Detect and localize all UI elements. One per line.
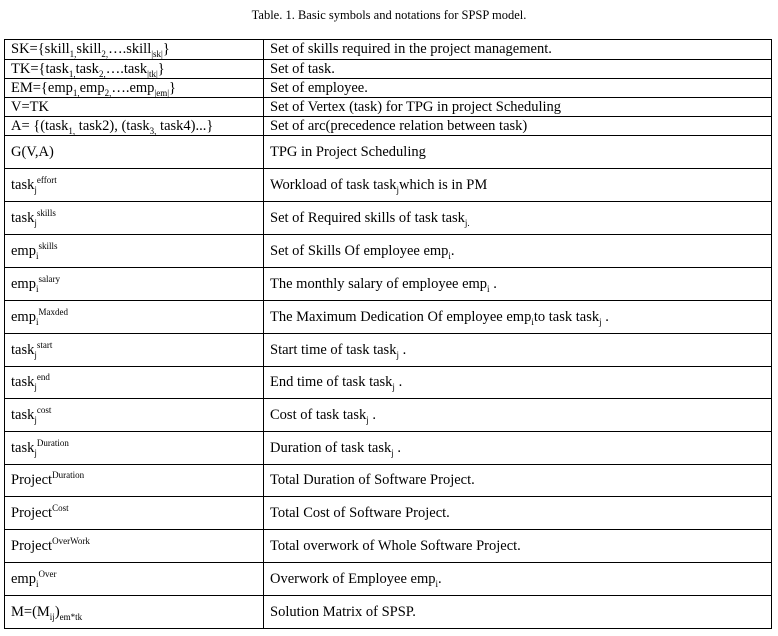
text-segment: 2, (98, 68, 106, 79)
description-cell (264, 40, 772, 60)
description-cell (264, 367, 772, 399)
table-row (5, 367, 772, 399)
symbol-cell (5, 169, 264, 202)
text-segment: i (35, 283, 39, 294)
description-cell (264, 136, 772, 169)
text-segment: task (75, 60, 99, 77)
text-segment: task (11, 406, 35, 423)
table-row (5, 136, 772, 169)
text-segment: task (11, 439, 35, 456)
text-segment: emp (11, 275, 36, 292)
text-segment: Cost of task task (270, 406, 367, 423)
table-row (5, 169, 772, 202)
text-segment: 1, (72, 87, 80, 98)
description-cell (264, 563, 772, 596)
table-row (5, 497, 772, 530)
table-row (5, 117, 772, 136)
table-caption: Table. 1. Basic symbols and notations for SPSP model. (251, 8, 527, 22)
text-segment: j (34, 414, 37, 425)
description-cell (264, 60, 772, 79)
text-segment: . (394, 374, 403, 390)
text-segment: j (391, 447, 394, 458)
description-cell (264, 334, 772, 367)
description-cell (264, 169, 772, 202)
table-row (5, 202, 772, 235)
text-segment: j (396, 184, 400, 195)
symbol-cell (5, 98, 264, 117)
table-row (5, 530, 772, 563)
text-segment: Over (38, 568, 57, 579)
table-row (5, 432, 772, 465)
symbol-cell (5, 367, 264, 399)
text-segment: j (34, 217, 37, 228)
text-segment: task (11, 374, 35, 390)
symbol-cell (5, 202, 264, 235)
text-segment: Project (11, 504, 53, 521)
text-segment: |em| (154, 87, 170, 98)
text-segment: j (599, 316, 602, 327)
symbol-cell (5, 40, 264, 60)
text-segment: G(V,A) (11, 143, 54, 160)
symbol-cell (5, 399, 264, 432)
description-cell (264, 596, 772, 629)
table-row (5, 563, 772, 596)
text-segment: OverWork (52, 535, 90, 546)
text-segment: . (601, 308, 609, 325)
table-row (5, 465, 772, 497)
table-row (5, 60, 772, 79)
text-segment: V=TK (11, 98, 49, 115)
text-segment: j (396, 349, 399, 360)
description-cell (264, 117, 772, 136)
text-segment: j (34, 381, 37, 392)
text-segment: 2, (104, 87, 112, 98)
text-segment: j (366, 414, 369, 425)
text-segment: j (34, 184, 37, 195)
symbol-cell (5, 530, 264, 563)
text-segment: 2, (101, 48, 109, 59)
table-row (5, 268, 772, 301)
text-segment: Duration (36, 437, 69, 448)
text-segment: End time of task task (270, 374, 393, 390)
text-segment: } (157, 60, 165, 77)
text-segment: Total Cost of Software Project. (270, 504, 450, 521)
text-segment: } (169, 79, 176, 96)
text-segment: Project (11, 537, 53, 554)
text-segment: i (35, 250, 39, 261)
symbol-cell (5, 60, 264, 79)
text-segment: end (36, 372, 50, 383)
text-segment: ….task (105, 60, 148, 77)
table-row (5, 596, 772, 629)
description-cell (264, 497, 772, 530)
symbols-table-body (5, 40, 772, 629)
text-segment: . (398, 341, 407, 358)
text-segment: 1, (69, 48, 77, 59)
description-cell (264, 268, 772, 301)
text-segment: task4)...} (156, 117, 214, 134)
text-segment: Set of Skills Of employee emp (270, 242, 449, 259)
text-segment: TPG in Project Scheduling (270, 143, 426, 160)
table-row (5, 98, 772, 117)
text-segment: task (11, 209, 35, 226)
text-segment: i (448, 250, 451, 261)
text-segment: Set of employee. (270, 79, 368, 96)
text-segment: emp (79, 79, 105, 96)
text-segment: em*tk (59, 611, 83, 622)
symbol-cell (5, 334, 264, 367)
text-segment: EM={emp (11, 79, 73, 96)
description-cell (264, 399, 772, 432)
text-segment: ij (49, 611, 55, 622)
text-segment: cost (36, 404, 52, 415)
text-segment: The Maximum Dedication Of employee emp (270, 308, 532, 325)
text-segment: Overwork of Employee emp (270, 570, 436, 587)
text-segment: Set of Required skills of task task (270, 209, 465, 226)
text-segment: . (393, 439, 401, 456)
text-segment: salary (38, 273, 60, 284)
symbol-cell (5, 563, 264, 596)
text-segment: Duration (52, 470, 85, 481)
description-cell (264, 235, 772, 268)
description-cell (264, 530, 772, 563)
text-segment: i (531, 316, 534, 327)
table-row (5, 334, 772, 367)
symbol-cell (5, 235, 264, 268)
text-segment: task2), (task (75, 117, 150, 134)
text-segment: j (34, 447, 37, 458)
text-segment: i (435, 578, 439, 589)
table-row (5, 399, 772, 432)
text-segment: Maxded (38, 306, 68, 317)
text-segment: Start time of task task (270, 341, 397, 358)
table-row (5, 301, 772, 334)
text-segment: emp (11, 308, 36, 325)
text-segment: . (438, 570, 442, 587)
text-segment: emp (11, 242, 36, 259)
text-segment: SK={skill (11, 41, 70, 57)
description-cell (264, 465, 772, 497)
text-segment: ….emp (111, 79, 155, 96)
description-cell (264, 98, 772, 117)
text-segment: . (489, 275, 497, 292)
text-segment: 1, (68, 68, 76, 79)
text-segment: j. (464, 217, 470, 228)
text-segment: Set of arc(precedence relation between task) (270, 117, 528, 134)
text-segment: 3, (149, 125, 157, 136)
symbol-cell (5, 301, 264, 334)
text-segment: skill (76, 41, 102, 57)
description-cell (264, 202, 772, 235)
symbols-table (4, 39, 772, 629)
symbol-cell (5, 497, 264, 530)
text-segment: emp (11, 570, 36, 587)
text-segment: Set of task. (270, 60, 335, 77)
symbol-cell (5, 268, 264, 301)
description-cell (264, 301, 772, 334)
text-segment: |tk| (147, 68, 158, 79)
text-segment: TK={task (11, 60, 69, 77)
text-segment: M=(M (11, 603, 50, 620)
table-row (5, 235, 772, 268)
text-segment: j (392, 381, 395, 392)
text-segment: ) (54, 603, 60, 620)
description-cell (264, 79, 772, 98)
symbol-cell (5, 117, 264, 136)
text-segment: Project (11, 472, 53, 488)
text-segment: j (34, 349, 37, 360)
symbol-cell (5, 79, 264, 98)
text-segment: } (162, 41, 170, 57)
symbol-cell (5, 432, 264, 465)
text-segment: skills (36, 207, 56, 218)
symbol-cell (5, 136, 264, 169)
text-segment: which is in PM (399, 176, 488, 193)
description-cell (264, 432, 772, 465)
text-segment: i (487, 283, 490, 294)
text-segment: Set of skills required in the project management. (270, 41, 552, 57)
text-segment: Set of Vertex (task) for TPG in project Scheduling (270, 98, 562, 115)
text-segment: i (35, 316, 39, 327)
text-segment: effort (36, 174, 57, 185)
text-segment: task (11, 176, 35, 193)
text-segment: A= {(task (11, 117, 69, 134)
symbol-cell (5, 596, 264, 629)
text-segment: skills (38, 240, 58, 251)
text-segment: . (450, 242, 455, 259)
text-segment: . (368, 406, 377, 423)
text-segment: Duration of task task (270, 439, 392, 456)
text-segment: ….skill (108, 41, 152, 57)
text-segment: Total overwork of Whole Software Project. (270, 537, 521, 554)
table-row (5, 40, 772, 60)
text-segment: 1, (68, 125, 76, 136)
symbol-cell (5, 465, 264, 497)
text-segment: Workload of task task (270, 176, 397, 193)
text-segment: Total Duration of Software Project. (270, 472, 475, 488)
text-segment: Solution Matrix of SPSP. (270, 603, 416, 620)
text-segment: Cost (52, 502, 69, 513)
text-segment: i (35, 578, 39, 589)
text-segment: start (36, 339, 53, 350)
text-segment: The monthly salary of employee emp (270, 275, 488, 292)
text-segment: |sk| (151, 48, 163, 59)
table-row (5, 79, 772, 98)
text-segment: task (11, 341, 35, 358)
text-segment: to task task (533, 308, 600, 325)
